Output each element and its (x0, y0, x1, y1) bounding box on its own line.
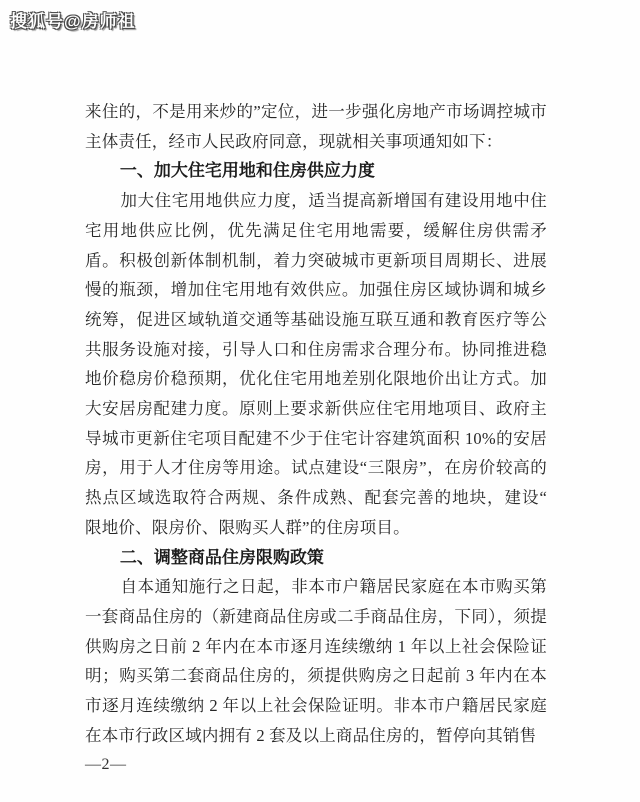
paragraph-continuation: 来住的，不是用来炒的”定位，进一步强化房地产市场调控城市主体责任，经市人民政府同意，现就相关事项通知如下： (85, 102, 547, 151)
paragraph-section-2: 自本通知施行之日起，非本市户籍居民家庭在本市购买第一套商品住房的（新建商品住房或二手商品住房，下同），须提供购房之日前 2 年内在本市逐月连续缴纳 1 年以上社会保险证明；购买第二套商品住房的，须提供购房之日起前 3 年内在本市逐月连续缴纳 2 年以上社会保险证明。非本市户籍居民家庭在本市行政区域内拥有 2 套及以上商品住房的，暂停向其销售 (85, 577, 547, 745)
page-number: —2— (85, 756, 127, 774)
section-heading-2: 二、调整商品住房限购政策 (119, 547, 324, 567)
sohu-account-watermark: 搜狐号@房师祖 (10, 12, 136, 31)
paragraph-section-1: 加大住宅用地供应力度，适当提高新增国有建设用地中住宅用地供应比例，优先满足住宅用地需要，缓解住房供需矛盾。积极创新体制机制，着力突破城市更新项目周期长、进展慢的瓶颈，增加住宅用地有效供应。加强住房区域协调和城乡统筹，促进区域轨道交通等基础设施互联互通和教育医疗等公共服务设施对接，引导人口和住房需求合理分布。协同推进稳地价稳房价稳预期，优化住宅用地差别化限地价出让方式。加大安居房配建力度。原则上要求新供应住宅用地项目、政府主导城市更新住宅项目配建不少于住宅计容建筑面积 10%的安居房，用于人才住房等用途。试点建设“三限房”，在房价较高的热点区域选取符合两规、条件成熟、配套完善的地块，建设“ 限地价、限房价、限购买人群”的住房项目。 (85, 191, 547, 537)
section-heading-1: 一、加大住宅用地和住房供应力度 (119, 161, 375, 181)
document-body (85, 97, 547, 780)
